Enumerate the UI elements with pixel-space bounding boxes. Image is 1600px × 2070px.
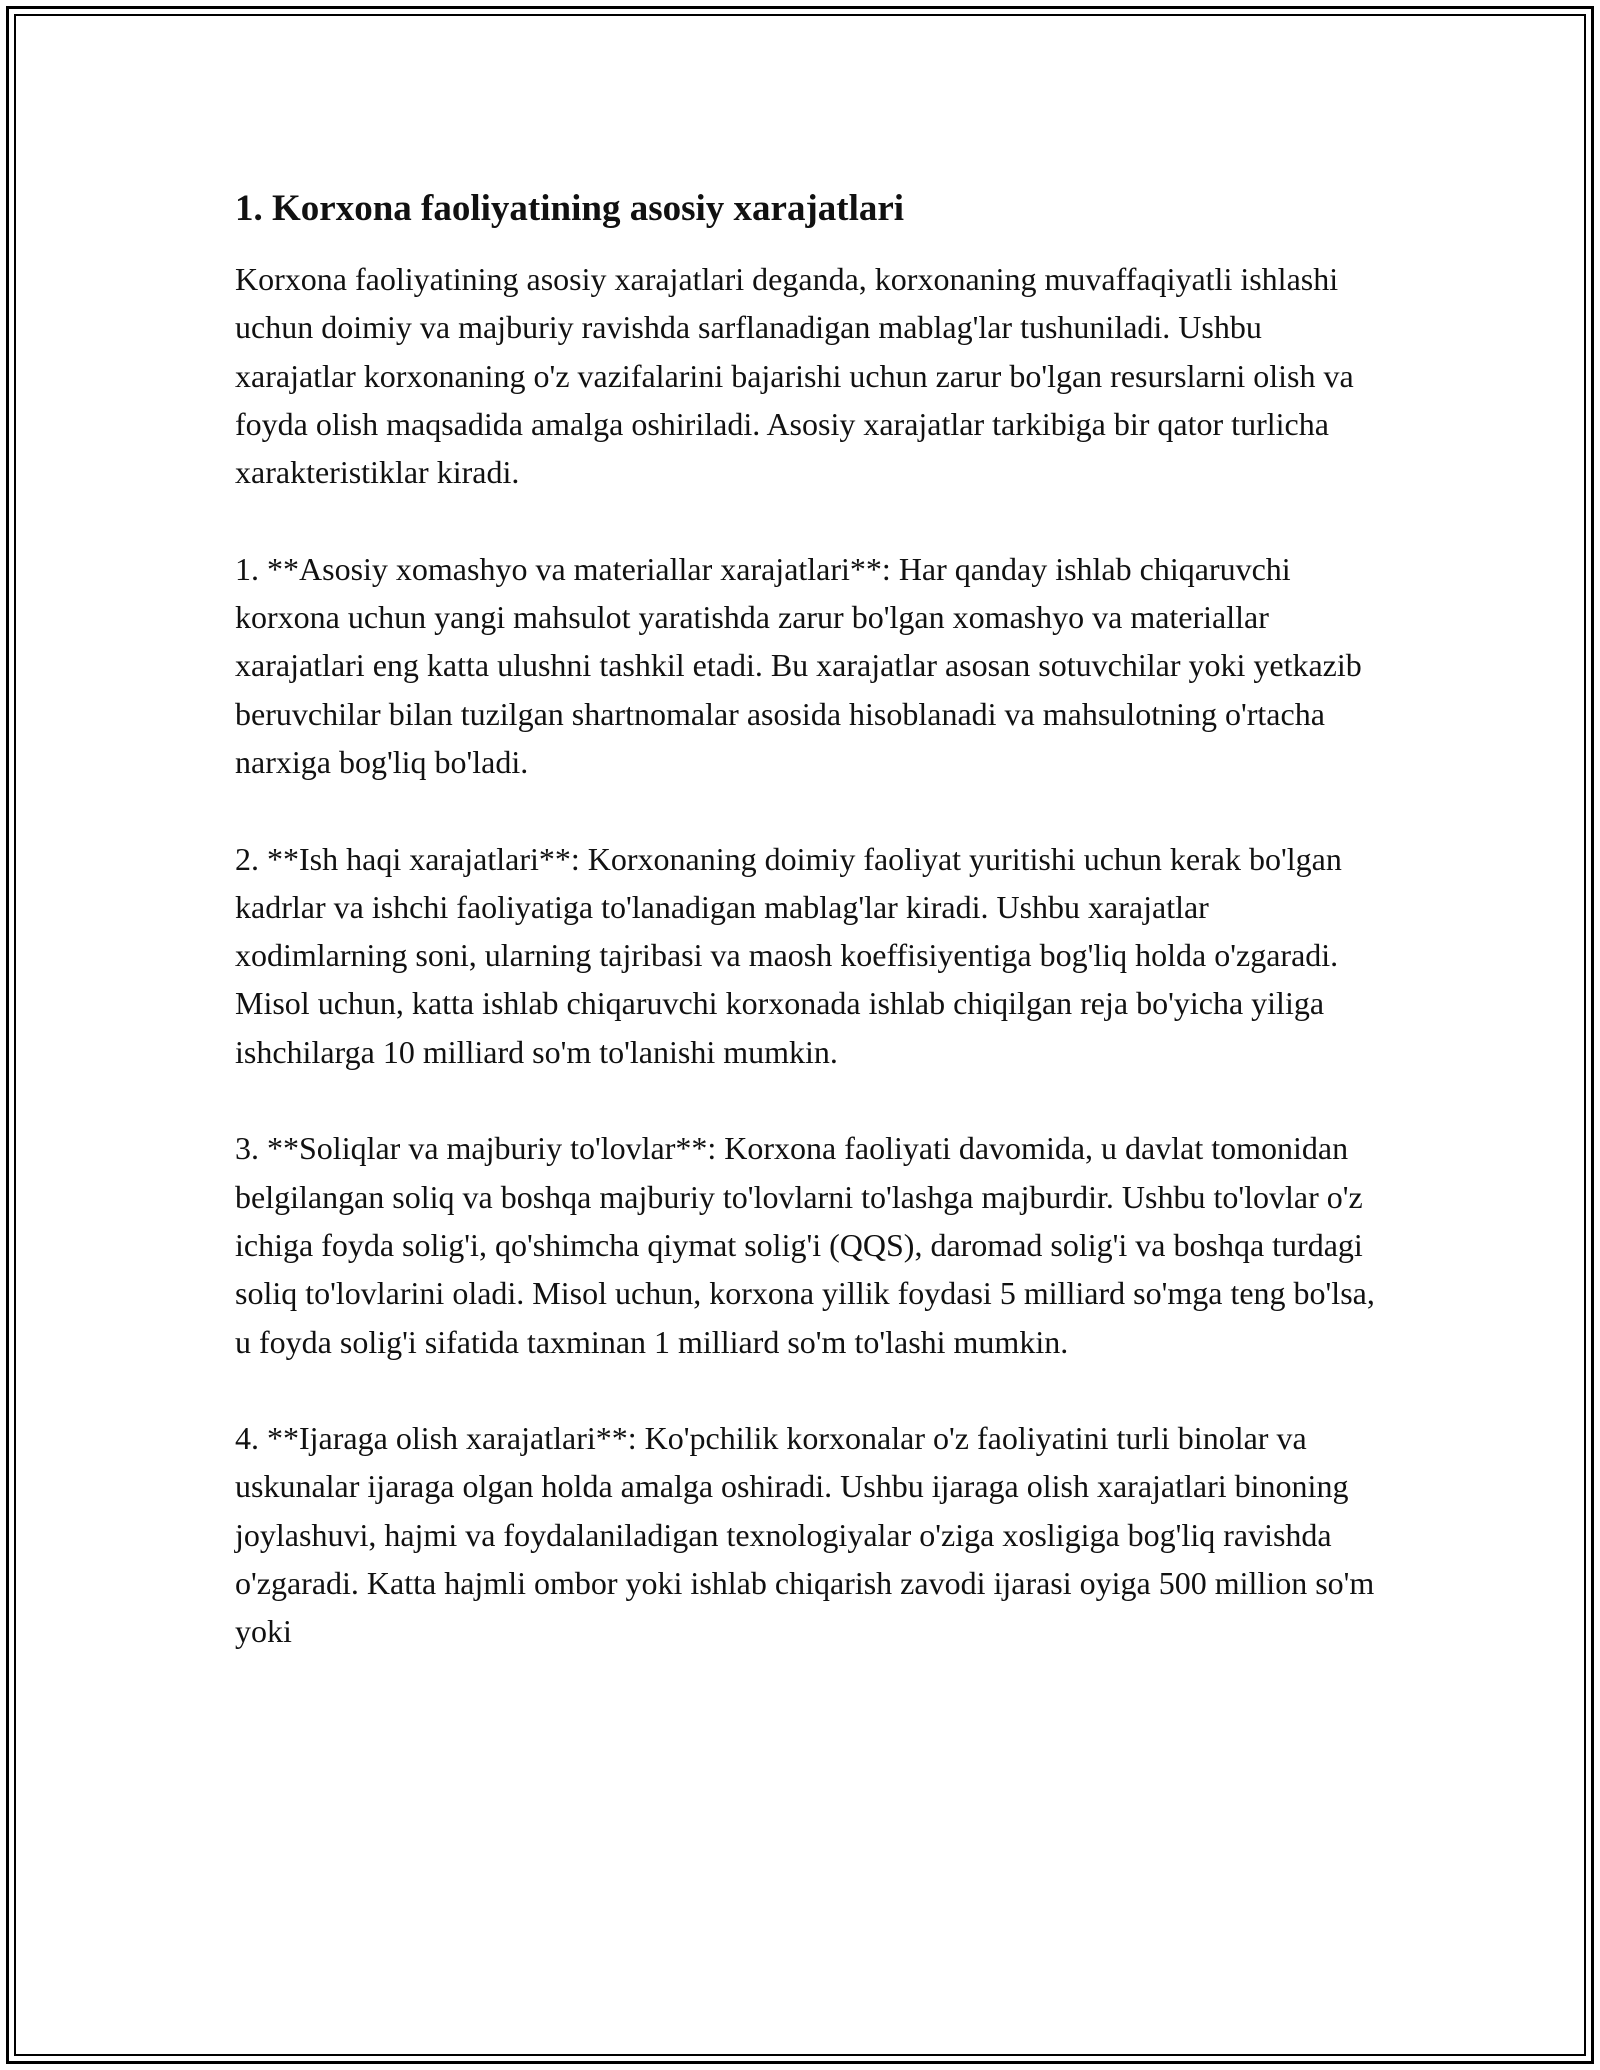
- list-item-rent: 4. **Ijaraga olish xarajatlari**: Ko'pchilik korxonalar o'z faoliyatini turli binolar va uskunalar ijaraga olgan holda amalga oshiradi. Ushbu ijaraga olish xarajatlari binoning joylashuvi, hajmi va foydalaniladigan texnologiyalar o'ziga xosligiga bog'liq ravishda o'zgaradi. Katta hajmli ombor yoki ishlab chiqarish zavodi ijarasi oyiga 500 million so'm yoki: [235, 1420, 1375, 1650]
- intro-paragraph: Korxona faoliyatining asosiy xarajatlari deganda, korxonaning muvaffaqiyatli ishlashi uchun doimiy va majburiy ravishda sarflanadigan mablag'lar tushuniladi. Ushbu xarajatlar korxonaning o'z vazifalarini bajarishi uchun zarur bo'lgan resurslarni olish va foyda olish maqsadida amalga oshiriladi. Asosiy xarajatlar tarkibiga bir qator turlicha xarakteristiklar kiradi.: [235, 261, 1354, 491]
- section-heading: 1. Korxona faoliyatining asosiy xarajatlari: [235, 188, 905, 229]
- list-item-taxes: 3. **Soliqlar va majburiy to'lovlar**: Korxona faoliyati davomida, u davlat tomonidan belgilangan soliq va boshqa majburiy to'lovlarni to'lashga majburdir. Ushbu to'lovlar o'z ichiga foyda solig'i, qo'shimcha qiymat solig'i (QQS), daromad solig'i va boshqa turdagi soliq to'lovlarini oladi. Misol uchun, korxona yillik foydasi 5 milliard so'mga teng bo'lsa, u foyda solig'i sifatida taxminan 1 milliard so'm to'lashi mumkin.: [235, 1130, 1375, 1360]
- document-body: [235, 185, 1385, 1704]
- list-item-raw-materials: 1. **Asosiy xomashyo va materiallar xarajatlari**: Har qanday ishlab chiqaruvchi korxona uchun yangi mahsulot yaratishda zarur bo'lgan xomashyo va materiallar xarajatlari eng katta ulushni tashkil etadi. Bu xarajatlar asosan sotuvchilar yoki yetkazib beruvchilar bilan tuzilgan shartnomalar asosida hisoblanadi va mahsulotning o'rtacha narxiga bog'liq bo'ladi.: [235, 550, 1362, 780]
- list-item-wages: 2. **Ish haqi xarajatlari**: Korxonaning doimiy faoliyat yuritishi uchun kerak bo'lgan kadrlar va ishchi faoliyatiga to'lanadigan mablag'lar kiradi. Ushbu xarajatlar xodimlarning soni, ularning tajribasi va maosh koeffisiyentiga bog'liq holda o'zgaradi. Misol uchun, katta ishlab chiqaruvchi korxonada ishlab chiqilgan reja bo'yicha yiliga ishchilarga 10 milliard so'm to'lanishi mumkin.: [235, 840, 1342, 1070]
